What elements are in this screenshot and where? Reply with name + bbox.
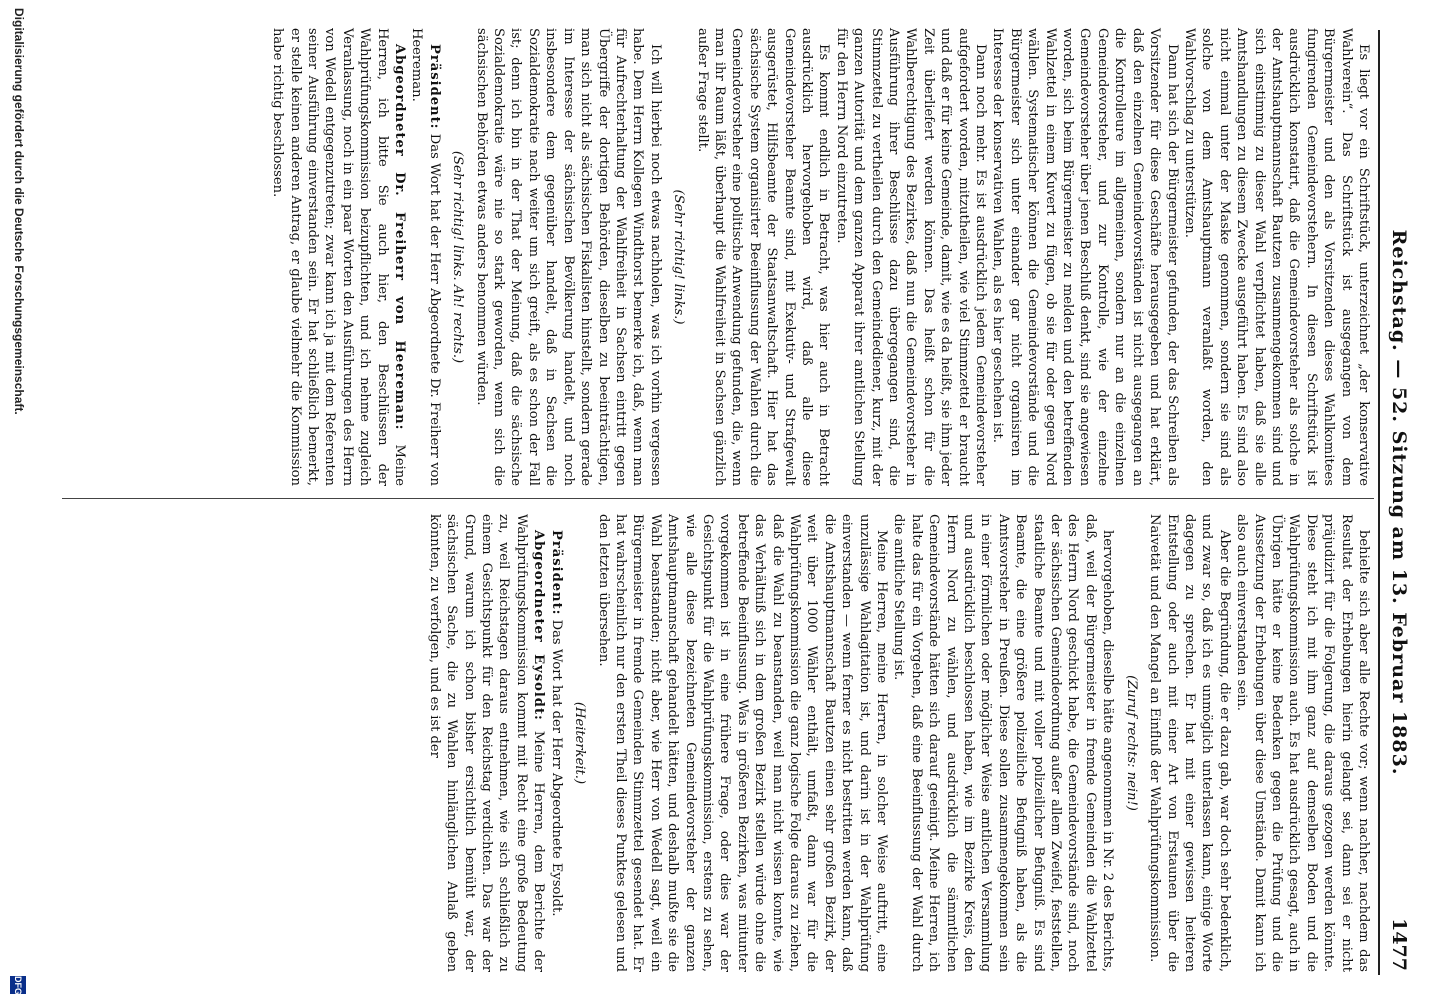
speech-text: Das Wort hat der Herr Abgeordnete Dr. Freiherr von Heereman. <box>409 28 442 486</box>
paragraph: Dann noch mehr. Es ist ausdrücklich jedem Gemeindevorsteher aufgefordert worden, mitzutheilen, wie viel Stimmzettel er braucht und daß er für keine Gemeinde, damit, wie es da heißt, sie ihm jeder Zeit überliefert werden können. Das heißt schon für die Wahlberechtigung des Bezirkes, daß nun die Gemeindevorsteher in Ausführung ihrer Beschlüsse dazu übergegangen sind, die Stimmzettel zu vertheilen durch den Gemeindediener, kurz, mit der ganzen Autorität und dem ganzen Apparat ihrer amtlichen Stellung für den Herrn Nord einzutreten. <box>833 28 989 486</box>
paragraph: Ich will hierbei noch etwas nachholen, was ich vorhin vergessen habe. Dem Herrn Kollegen Windthorst bemerke ich, daß, wenn man für Aufrechterhaltung der Wahlfreiheit in Sachsen eintritt gegen Übergriffe der dortigen Behörden, dieselben zu beeinträchtigen, man sich nicht als sächsischen Fiskalisten hinstellt, sondern gerade im Interesse der sächsischen Bevölkerung handelt, und noch insbesondere dem gegenüber handelt, daß in Sachsen die Sozialdemokratie nach weiter um sich greift, als es schon der Fall ist; denn ich bin in der That der Meinung, daß die sächsische Sozialdemokratie wäre nie so stark geworden, wenn sich die sächsischen Behörden etwas anders benommen würden. <box>473 28 663 486</box>
speaker-name: Abgeordneter Dr. Freiherr von Heereman: <box>392 44 408 431</box>
paragraph: Aber die Begründung, die er dazu gab, war doch sehr bedenklich, und zwar so, daß ich es unmöglich unterlassen kann, einige Worte dagegen zu sprechen. Er hat mit einer gewissen heiteren Entstellung oder auch mit einer Art von Erstaunen über die Naivetät und den Mangel an Einfluß der Wahlprüfungskommission. <box>1147 514 1232 972</box>
paragraph: Meine Herren, meine Herren, in solcher Weise auftritt, eine unzulässige Wahlagitation ist, und darin ist in der Wahlprüfung einverstanden — wenn ferner es nicht bestritten werden kann, daß die Amtshauptmannschaft Bautzen einen sehr großen Bezirk, der weit über 1000 Wähler enthält, umfaßt, dann war für die Wahlprüfungskommission die ganz logische Folge daraus zu ziehen, daß die Wahl zu beanstanden, weil man nicht wissen konnte, wie das Verhältniß sich in dem großen Bezirk stellen würde ohne die betreffende Beeinflussung. Was in größeren Bezirken, was mitunter vorgekommen ist in eine frühere Frage, oder dies war der Gesichtspunkt für die Wahlprüfungskommission, erstens zu sehen, wie alle diese bezeichneten Gemeindevorsteher der ganzen Amtshauptmannschaft gehandelt hätten, und deshalb mußte sie die Wahl beanstanden; nicht aber, wie Herr von Wedell sagt, weil ein Bürgermeister in fremde Gemeinden Stimmzettel gesendet hat. Er hat wahrscheinlich nur den ersten Theil dieses Punktes gelesen und den letzten übersehen. <box>595 514 890 972</box>
speech-text: Meine Herren, dem Berichte der Wahlprüfungskommission kommt mit Recht eine große Bedeutung zu, weil Reichstagen daraus entnehmen, wie sich schließlich zu einem Gesichtspunkt für den Reichstag verdichten. Das war der Grund, warum ich schon bisher ersichtlich bemüht war, der sächsischen Sache, die zu Wahlen hinlänglichen Anlaß geben könnten, zu verfolgen, und es ist der <box>426 514 547 972</box>
speech-text: Das Wort hat der Herr Abgeordnete Eysoldt. <box>548 615 564 917</box>
right-column <box>425 514 1372 972</box>
speaker-name: Präsident: <box>426 44 442 130</box>
paragraph <box>269 28 408 486</box>
speech-text: Meine Herren, ich bitte Sie auch hier, den Beschlüssen der Wahlprüfungskommission beizupflichten, und ich nehme zugleich Veranlassung, noch in ein paar Worten den Ausführungen des Herrn von Wedell entgegenzutreten; zwar kann ich ja mit dem Referenten seiner Ausführung einverstanden sein. Er hat schließlich bemerkt, er stelle keinen anderen Antrag, er glaube vielmehr die Kommission habe richtig beschlossen. <box>270 28 408 487</box>
paragraph <box>547 514 564 972</box>
speaker-name: Abgeordneter Eysoldt: <box>531 530 547 721</box>
page-number: 1477 <box>1388 918 1410 971</box>
column-divider <box>62 498 1374 499</box>
paragraph: behielte sich aber alle Rechte vor; wenn nachher, nachdem das Resultat der Erhebungen hierin gelangt sei, dann sei er nicht präjudizirt für die Folgerung, die daraus gezogen werden könnte. Diese steht ich mit ihm ganz auf demselben Boden und die Wahlprüfungskommission auch. Es hat ausdrücklich gesagt, auch in Übrigen hätte er keine Bedenken gegen die Prüfung und die Aussetzung der Erhebungen über diese Umstände. Damit kann ich also auch einverstanden sein. <box>1234 514 1371 972</box>
paragraph: Es liegt vor ein Schriftstück, unterzeichnet „der konservative Wahlverein“. Das Schriftstück ist ausgegangen von dem Bürgermeister und den als Vorsitzenden dieses Wahlkomitees fungirenden Gemeindevorstehern. In diesen Schriftstück ist ausdrücklich konstatirt, daß die Gemeindevorsteher als solche in der Amtshauptmannschaft Bautzen zusammengekommen sind und sich einstimmig zu dieser Wahl verpflichtet haben, daß sie alle Amtshandlungen zu diesem Zwecke ausgeführt haben. Es sind also nicht einmal unter der Maske genommen, sondern sie sind als solche von dem Amtshauptmann veranlaßt worden, den Wahlvorschlag zu unterstützen. <box>1181 28 1371 486</box>
page-header <box>1378 30 1414 975</box>
interjection: (Sehr richtig! links.) <box>671 189 687 325</box>
digitization-footer <box>4 0 28 1000</box>
dfg-logo: DFG <box>10 976 26 994</box>
paragraph <box>425 514 547 972</box>
interjection: (Zuruf rechts: nein!) <box>1123 675 1139 811</box>
paragraph <box>408 28 443 486</box>
paragraph: Dann hat sich der Bürgermeister gefunden, der das Schreiben als Vorsitzender für diese Geschäfte herausgegeben und hat erklärt, daß den einzelnen Gemeindevorständen ist nicht ausgegangen an die Kontrolleure im allgemeinen, sondern nur an die einzelnen Gemeindevorsteher, und zur Kontrolle, wie der einzelne Gemeindevorsteher über jenen Beschluß denkt, sind sie angewiesen worden, sich beim Bürgermeister zu melden und den betreffenden Wahlzettel in einem Kuvert zu fügen, ob sie für oder gegen Nord wählen. Systematischer können die Gemeindevorstände und die Bürgermeister sich unter einander gar nicht organisiren im Interesse der konservativen Wahlen, als es hier geschehen ist. <box>990 28 1180 486</box>
interjection: (Sehr richtig! links. Ah! rechts.) <box>450 150 466 364</box>
paragraph: hervorgehoben, dieselbe hätte angenommen in Nr. 2 des Berichts, daß, weil der Bürgermeister in fremde Gemeinden die Wahlzettel des Herrn Nord geschickt habe, die Gemeindevorstände sind, noch der sächsischen Gemeindeordnung außer allem Zweifel, feststellen, staatliche Beamte und mit voller polizeilicher Befugniß. Es sind Beamte, die eine größere polizeiliche Befugniß haben, als die Amtsvorsteher in Preußen. Diese sollen zusammengekommen sein in einer förmlichen oder möglicher Weise amtlichen Versammlung und ausdrücklich beschlossen haben, wie im Bezirke Kreis, den Herrn Nord zu wählen, und ausdrücklich die sämmtlichen Gemeindevorstände hätten sich darauf geeinigt. Meine Herren, ich halte das für ein Vorgehen, daß eine Beeinflussung der Wahl durch die amtliche Stellung ist. <box>891 514 1116 972</box>
speaker-name: Präsident: <box>548 530 564 616</box>
paragraph: Es kommt endlich in Betracht, was hier auch in Betracht ausdrücklich hervorgehoben wird, daß alle diese Gemeindevorsteher Beamte sind, mit Exekutiv- und Strafgewalt ausgerüstet, Hilfsbeamte der Staatsanwaltschaft. Hier hat das sächsische System organisirter Beeinflussung der Wahlen durch die Gemeindevorsteher eine politische Anwendung gefunden, die, wenn man ihr Raum läßt, überhaupt die Wahlfreiheit in Sachsen gänzlich außer Frage stellt. <box>694 28 832 486</box>
digitization-note: Digitalisierung gefördert durch die Deutsche Forschungsgemeinschaft. <box>12 8 26 415</box>
interjection: (Heiterkeit.) <box>572 701 588 785</box>
running-title: Reichstag. — 52. Sitzung am 13. Februar 1883. <box>1388 229 1410 776</box>
left-column <box>269 28 1372 486</box>
